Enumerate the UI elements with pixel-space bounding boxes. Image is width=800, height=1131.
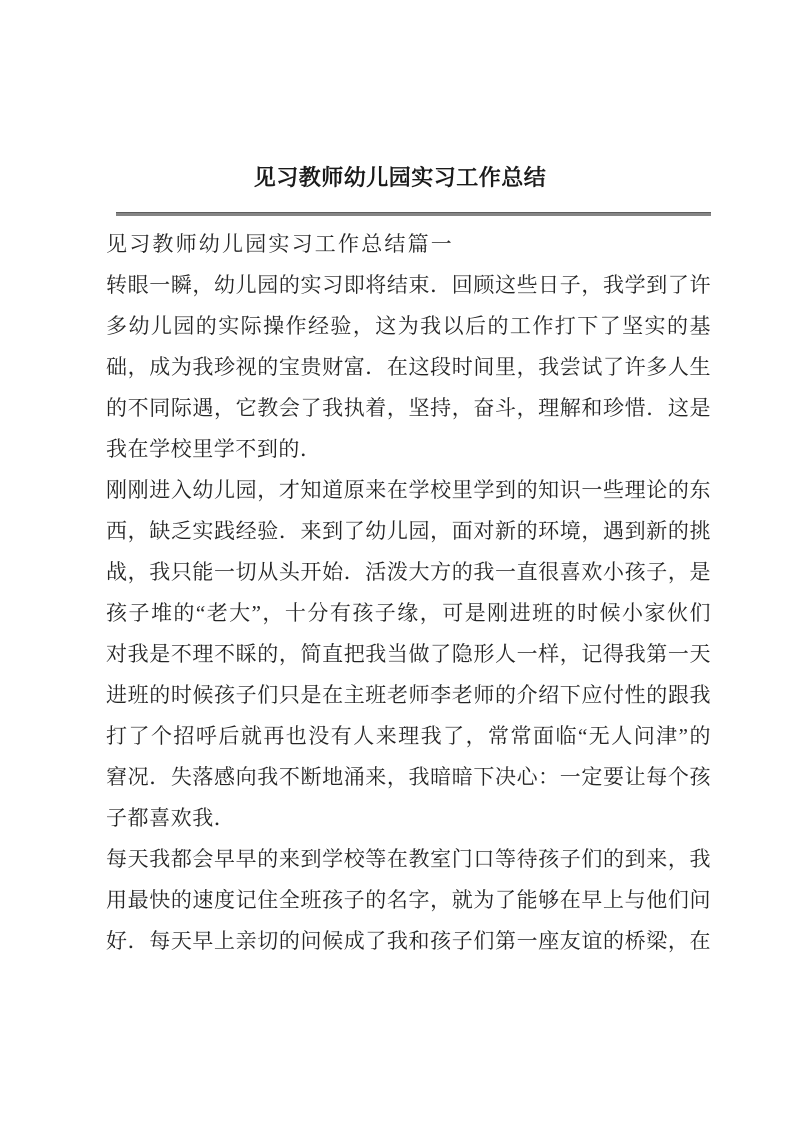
document-title: 见习教师幼儿园实习工作总结 xyxy=(253,165,547,190)
text-line: 多幼儿园的实际操作经验，这为我以后的工作打下了坚实的基 xyxy=(106,314,711,338)
text-line: 础，成为我珍视的宝贵财富．在这段时间里，我尝试了许多人生 xyxy=(106,355,711,379)
text-line: 孩子堆的“老大”，十分有孩子缘，可是刚进班的时候小家伙们 xyxy=(106,601,711,625)
paragraph xyxy=(106,839,711,962)
text-line: 窘况．失落感向我不断地涌来，我暗暗下决心：一定要让每个孩 xyxy=(106,765,711,789)
text-line: 进班的时候孩子们只是在主班老师李老师的介绍下应付性的跟我 xyxy=(106,683,711,707)
paragraph xyxy=(106,470,711,839)
section-heading xyxy=(106,224,711,265)
text-line: 的不同际遇，它教会了我执着，坚持，奋斗，理解和珍惜．这是 xyxy=(106,396,711,420)
text-line: 我在学校里学不到的． xyxy=(106,437,322,461)
text-line: 用最快的速度记住全班孩子的名字，就为了能够在早上与他们问 xyxy=(106,888,711,912)
text-line: 每天我都会早早的来到学校等在教室门口等待孩子们的到来，我 xyxy=(106,847,711,871)
text-line: 西，缺乏实践经验．来到了幼儿园，面对新的环境，遇到新的挑 xyxy=(106,519,711,543)
text-line: 子都喜欢我． xyxy=(106,806,236,830)
text-line: 对我是不理不睬的，简直把我当做了隐形人一样，记得我第一天 xyxy=(106,642,711,666)
text-line: 战，我只能一切从头开始．活泼大方的我一直很喜欢小孩子，是 xyxy=(106,560,711,584)
text-line: 打了个招呼后就再也没有人来理我了，常常面临“无人问津”的 xyxy=(106,724,711,748)
document-body xyxy=(106,224,711,962)
text-line: 转眼一瞬，幼儿园的实习即将结束．回顾这些日子，我学到了许 xyxy=(106,273,711,297)
text-line: 见习教师幼儿园实习工作总结篇一 xyxy=(106,232,454,256)
text-line: 好．每天早上亲切的问候成了我和孩子们第一座友谊的桥梁，在 xyxy=(106,929,711,953)
title-divider xyxy=(116,212,711,216)
paragraph xyxy=(106,265,711,470)
text-line: 刚刚进入幼儿园，才知道原来在学校里学到的知识一些理论的东 xyxy=(106,478,711,502)
